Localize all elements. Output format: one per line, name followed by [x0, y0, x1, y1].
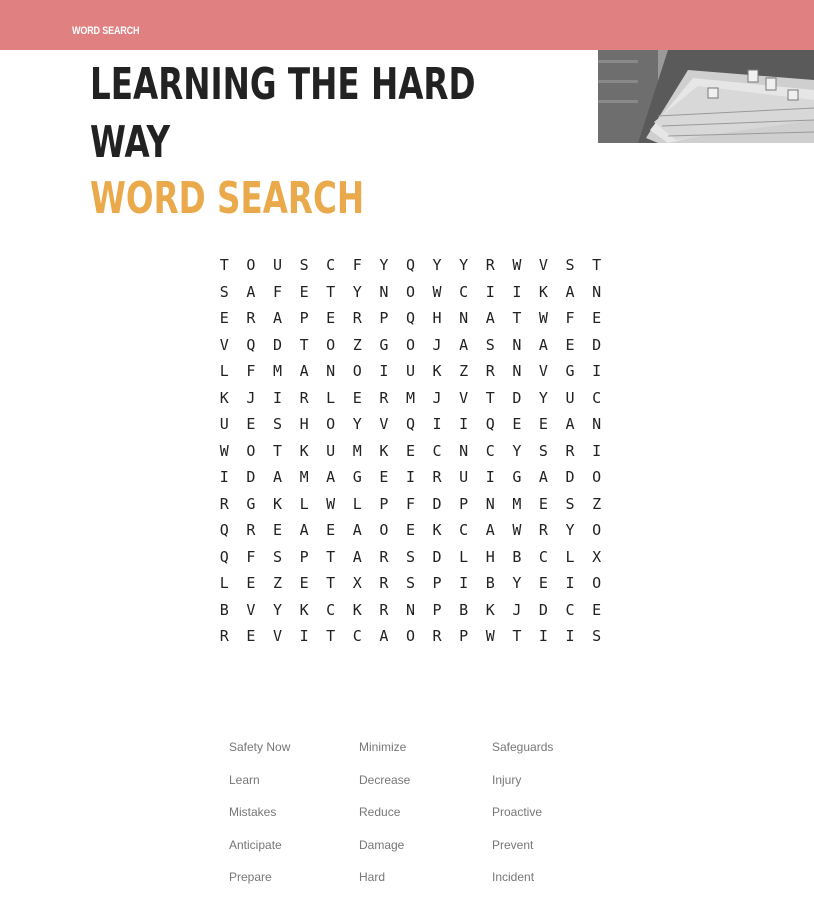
grid-letter[interactable]: Z	[272, 574, 282, 593]
grid-letter[interactable]: Y	[432, 256, 442, 275]
grid-letter[interactable]: L	[299, 494, 309, 513]
grid-letter[interactable]: I	[272, 388, 282, 407]
grid-letter[interactable]: D	[272, 335, 282, 354]
grid-letter[interactable]: X	[352, 574, 362, 593]
grid-letter[interactable]: Z	[592, 494, 602, 513]
grid-letter[interactable]: W	[512, 256, 522, 275]
grid-letter[interactable]: G	[246, 494, 256, 513]
grid-letter[interactable]: C	[326, 600, 336, 619]
grid-letter[interactable]: I	[538, 627, 548, 646]
grid-letter[interactable]: K	[299, 441, 309, 460]
grid-letter[interactable]: O	[326, 335, 336, 354]
grid-letter[interactable]: D	[592, 335, 602, 354]
grid-letter[interactable]: C	[326, 256, 336, 275]
grid-letter[interactable]: S	[272, 415, 282, 434]
grid-letter[interactable]: R	[246, 309, 256, 328]
grid-letter[interactable]: U	[272, 256, 282, 275]
grid-letter[interactable]: W	[432, 282, 442, 301]
grid-letter[interactable]: E	[246, 415, 256, 434]
grid-letter[interactable]: N	[459, 441, 469, 460]
grid-letter[interactable]: W	[512, 521, 522, 540]
grid-letter[interactable]: U	[219, 415, 229, 434]
grid-letter[interactable]: P	[379, 494, 389, 513]
grid-letter[interactable]: K	[538, 282, 548, 301]
grid-letter[interactable]: A	[379, 627, 389, 646]
grid-letter[interactable]: N	[379, 282, 389, 301]
grid-letter[interactable]: T	[326, 627, 336, 646]
grid-letter[interactable]: I	[485, 282, 495, 301]
grid-letter[interactable]: W	[219, 441, 229, 460]
grid-letter[interactable]: N	[512, 335, 522, 354]
grid-letter[interactable]: B	[485, 574, 495, 593]
grid-letter[interactable]: A	[326, 468, 336, 487]
grid-letter[interactable]: Q	[246, 335, 256, 354]
grid-letter[interactable]: W	[326, 494, 336, 513]
word-list-item: Hard	[359, 870, 386, 884]
grid-letter[interactable]: I	[459, 574, 469, 593]
grid-letter[interactable]: K	[379, 441, 389, 460]
grid-letter[interactable]: V	[538, 256, 548, 275]
grid-letter[interactable]: A	[299, 521, 309, 540]
grid-letter[interactable]: C	[538, 547, 548, 566]
grid-letter[interactable]: P	[459, 627, 469, 646]
grid-letter[interactable]: F	[405, 494, 415, 513]
grid-letter[interactable]: I	[592, 441, 602, 460]
header-label: WORD SEARCH	[72, 25, 140, 37]
grid-letter[interactable]: H	[485, 547, 495, 566]
grid-letter[interactable]: Q	[405, 415, 415, 434]
grid-letter[interactable]: P	[432, 600, 442, 619]
grid-letter[interactable]: T	[219, 256, 229, 275]
grid-letter[interactable]: J	[432, 388, 442, 407]
word-list-item: Incident	[492, 870, 535, 884]
grid-letter[interactable]: V	[246, 600, 256, 619]
grid-letter[interactable]: J	[432, 335, 442, 354]
grid-letter[interactable]: P	[379, 309, 389, 328]
grid-letter[interactable]: F	[352, 256, 362, 275]
grid-letter[interactable]: Y	[352, 282, 362, 301]
grid-letter[interactable]: R	[379, 388, 389, 407]
grid-letter[interactable]: I	[592, 362, 602, 381]
word-list-item: Injury	[492, 772, 522, 787]
grid-letter[interactable]: M	[272, 362, 282, 381]
grid-letter[interactable]: O	[592, 574, 602, 593]
grid-letter[interactable]: R	[565, 441, 575, 460]
grid-letter[interactable]: S	[538, 441, 548, 460]
grid-letter[interactable]: A	[299, 362, 309, 381]
grid-letter[interactable]: R	[219, 494, 229, 513]
grid-letter[interactable]: N	[326, 362, 336, 381]
grid-letter[interactable]: M	[512, 494, 522, 513]
grid-letter[interactable]: O	[405, 627, 415, 646]
word-list-item: Learn	[229, 772, 260, 787]
grid-letter[interactable]: E	[538, 574, 548, 593]
grid-letter[interactable]: A	[246, 282, 256, 301]
word-list-item: Decrease	[359, 772, 411, 787]
grid-letter[interactable]: V	[272, 627, 282, 646]
grid-letter[interactable]: T	[299, 335, 309, 354]
grid-letter[interactable]: W	[485, 627, 495, 646]
grid-letter[interactable]: V	[538, 362, 548, 381]
grid-letter[interactable]: I	[219, 468, 229, 487]
grid-letter[interactable]: E	[565, 335, 575, 354]
grid-letter[interactable]: O	[592, 521, 602, 540]
grid-letter[interactable]: I	[565, 574, 575, 593]
grid-letter[interactable]: A	[565, 282, 575, 301]
grid-letter[interactable]: M	[299, 468, 309, 487]
word-list-item: Prevent	[492, 837, 534, 852]
grid-letter[interactable]: T	[512, 627, 522, 646]
grid-letter[interactable]: Y	[512, 441, 522, 460]
grid-letter[interactable]: C	[592, 388, 602, 407]
grid-letter[interactable]: N	[485, 494, 495, 513]
grid-letter[interactable]: S	[485, 335, 495, 354]
word-list	[229, 740, 612, 903]
grid-letter[interactable]: E	[405, 521, 415, 540]
grid-letter[interactable]: I	[299, 627, 309, 646]
grid-letter[interactable]: M	[405, 388, 415, 407]
grid-letter[interactable]: M	[352, 441, 362, 460]
grid-letter[interactable]: K	[485, 600, 495, 619]
grid-letter[interactable]: T	[272, 441, 282, 460]
grid-letter[interactable]: R	[485, 256, 495, 275]
grid-letter[interactable]: R	[379, 574, 389, 593]
grid-letter[interactable]: K	[432, 362, 442, 381]
grid-letter[interactable]: O	[405, 282, 415, 301]
grid-letter[interactable]: G	[379, 335, 389, 354]
grid-letter[interactable]: A	[459, 335, 469, 354]
grid-letter[interactable]: B	[512, 547, 522, 566]
grid-letter[interactable]: Y	[565, 521, 575, 540]
grid-letter[interactable]: R	[432, 468, 442, 487]
grid-letter[interactable]: O	[352, 362, 362, 381]
grid-letter[interactable]: S	[565, 256, 575, 275]
grid-letter[interactable]: R	[219, 627, 229, 646]
grid-letter[interactable]: R	[485, 362, 495, 381]
grid-letter[interactable]: N	[459, 309, 469, 328]
grid-letter[interactable]: I	[432, 415, 442, 434]
word-list-item: Mistakes	[229, 805, 277, 819]
grid-letter[interactable]: V	[459, 388, 469, 407]
grid-letter[interactable]: F	[565, 309, 575, 328]
grid-letter[interactable]: A	[485, 309, 495, 328]
grid-letter[interactable]: E	[352, 388, 362, 407]
grid-letter[interactable]: Q	[485, 415, 495, 434]
word-list-item: Prepare	[229, 870, 272, 884]
grid-letter[interactable]: L	[352, 494, 362, 513]
header-bar	[0, 0, 814, 50]
grid-letter[interactable]: Y	[459, 256, 469, 275]
grid-letter[interactable]: A	[565, 415, 575, 434]
grid-letter[interactable]: R	[379, 547, 389, 566]
grid-letter[interactable]: S	[299, 256, 309, 275]
grid-letter[interactable]: A	[538, 468, 548, 487]
grid-letter[interactable]: N	[512, 362, 522, 381]
grid-letter[interactable]: Y	[352, 415, 362, 434]
grid-letter[interactable]: B	[459, 600, 469, 619]
grid-letter[interactable]: E	[326, 309, 336, 328]
grid-letter[interactable]: F	[272, 282, 282, 301]
grid-letter[interactable]: Q	[405, 256, 415, 275]
grid-letter[interactable]: P	[459, 494, 469, 513]
grid-letter[interactable]: P	[432, 574, 442, 593]
grid-letter[interactable]: Y	[538, 388, 548, 407]
grid-letter[interactable]: E	[326, 521, 336, 540]
grid-letter[interactable]: K	[219, 388, 229, 407]
grid-letter[interactable]: N	[592, 415, 602, 434]
grid-letter[interactable]: E	[538, 494, 548, 513]
grid-letter[interactable]: C	[459, 282, 469, 301]
grid-letter[interactable]: K	[299, 600, 309, 619]
word-list-item: Safeguards	[492, 740, 554, 754]
grid-letter[interactable]: I	[379, 362, 389, 381]
grid-letter[interactable]: O	[246, 441, 256, 460]
grid-letter[interactable]: E	[592, 309, 602, 328]
grid-letter[interactable]: E	[219, 309, 229, 328]
grid-letter[interactable]: E	[592, 600, 602, 619]
grid-letter[interactable]: D	[246, 468, 256, 487]
word-list-item: Safety Now	[229, 740, 291, 754]
word-list-item: Damage	[359, 837, 405, 852]
grid-letter[interactable]: V	[219, 335, 229, 354]
grid-letter[interactable]: L	[219, 574, 229, 593]
grid-letter[interactable]: E	[246, 574, 256, 593]
grid-letter[interactable]: O	[246, 256, 256, 275]
grid-letter[interactable]: N	[405, 600, 415, 619]
grid-letter[interactable]: S	[405, 547, 415, 566]
grid-letter[interactable]: O	[405, 335, 415, 354]
grid-letter[interactable]: O	[326, 415, 336, 434]
grid-letter[interactable]: H	[432, 309, 442, 328]
grid-letter[interactable]: Z	[352, 335, 362, 354]
grid-letter[interactable]: S	[592, 627, 602, 646]
grid-letter[interactable]: J	[246, 388, 256, 407]
grid-letter[interactable]: D	[432, 547, 442, 566]
grid-letter[interactable]: C	[459, 521, 469, 540]
grid-letter[interactable]: D	[538, 600, 548, 619]
grid-letter[interactable]: Q	[405, 309, 415, 328]
grid-letter[interactable]: T	[512, 309, 522, 328]
grid-letter[interactable]: D	[512, 388, 522, 407]
letter-grid	[211, 252, 610, 650]
grid-letter[interactable]: E	[538, 415, 548, 434]
grid-letter[interactable]: E	[272, 521, 282, 540]
grid-letter[interactable]: I	[405, 468, 415, 487]
word-list-item: Reduce	[359, 805, 401, 819]
page-subtitle: WORD SEARCH	[90, 173, 365, 224]
grid-letter[interactable]: R	[538, 521, 548, 540]
grid-letter[interactable]: W	[538, 309, 548, 328]
grid-letter[interactable]: X	[592, 547, 602, 566]
grid-letter[interactable]: T	[326, 574, 336, 593]
word-list-item: Minimize	[359, 740, 407, 754]
grid-letter[interactable]: C	[432, 441, 442, 460]
grid-letter[interactable]: S	[565, 494, 575, 513]
grid-letter[interactable]: E	[512, 415, 522, 434]
grid-letter[interactable]: S	[219, 282, 229, 301]
grid-letter[interactable]: A	[485, 521, 495, 540]
page-title	[90, 56, 476, 172]
title-line-2: WAY	[90, 117, 171, 168]
grid-letter[interactable]: E	[299, 282, 309, 301]
grid-letter[interactable]: B	[219, 600, 229, 619]
grid-letter[interactable]: Q	[219, 547, 229, 566]
grid-letter[interactable]: D	[432, 494, 442, 513]
grid-letter[interactable]: R	[246, 521, 256, 540]
grid-letter[interactable]: E	[379, 468, 389, 487]
grid-letter[interactable]: K	[432, 521, 442, 540]
grid-letter[interactable]: C	[352, 627, 362, 646]
grid-letter[interactable]: R	[299, 388, 309, 407]
grid-letter[interactable]: T	[485, 388, 495, 407]
grid-letter[interactable]: Z	[459, 362, 469, 381]
grid-letter[interactable]: O	[379, 521, 389, 540]
grid-letter[interactable]: I	[565, 627, 575, 646]
grid-letter[interactable]: C	[565, 600, 575, 619]
grid-letter[interactable]: N	[592, 282, 602, 301]
grid-letter[interactable]: D	[565, 468, 575, 487]
grid-letter[interactable]: R	[432, 627, 442, 646]
word-list-item: Anticipate	[229, 837, 282, 852]
grid-letter[interactable]: I	[512, 282, 522, 301]
grid-letter[interactable]: O	[592, 468, 602, 487]
title-line-1: LEARNING THE HARD	[90, 59, 476, 110]
file-drawer-photo	[598, 50, 814, 143]
grid-letter[interactable]: I	[459, 415, 469, 434]
grid-letter[interactable]: G	[565, 362, 575, 381]
grid-letter[interactable]: A	[352, 547, 362, 566]
grid-letter[interactable]: U	[405, 362, 415, 381]
grid-letter[interactable]: J	[512, 600, 522, 619]
grid-letter[interactable]: F	[246, 547, 256, 566]
grid-letter[interactable]: T	[592, 256, 602, 275]
grid-letter[interactable]: U	[326, 441, 336, 460]
grid-letter[interactable]: P	[299, 309, 309, 328]
grid-letter[interactable]: Y	[512, 574, 522, 593]
grid-letter[interactable]: F	[246, 362, 256, 381]
grid-letter[interactable]: R	[379, 600, 389, 619]
grid-letter[interactable]: T	[326, 547, 336, 566]
grid-letter[interactable]: S	[405, 574, 415, 593]
grid-letter[interactable]: R	[352, 309, 362, 328]
grid-letter[interactable]: E	[246, 627, 256, 646]
grid-letter[interactable]: G	[512, 468, 522, 487]
grid-letter[interactable]: T	[326, 282, 336, 301]
grid-letter[interactable]: E	[405, 441, 415, 460]
grid-letter[interactable]: S	[272, 547, 282, 566]
grid-letter[interactable]: V	[379, 415, 389, 434]
grid-letter[interactable]: K	[272, 494, 282, 513]
grid-letter[interactable]: A	[272, 309, 282, 328]
grid-letter[interactable]: Y	[379, 256, 389, 275]
grid-letter[interactable]: I	[485, 468, 495, 487]
grid-letter[interactable]: A	[272, 468, 282, 487]
grid-letter[interactable]: Y	[272, 600, 282, 619]
grid-letter[interactable]: U	[565, 388, 575, 407]
grid-letter[interactable]: L	[565, 547, 575, 566]
grid-letter[interactable]: P	[299, 547, 309, 566]
grid-letter[interactable]: A	[538, 335, 548, 354]
grid-letter[interactable]: U	[459, 468, 469, 487]
grid-letter[interactable]: G	[352, 468, 362, 487]
grid-letter[interactable]: A	[352, 521, 362, 540]
grid-letter[interactable]: H	[299, 415, 309, 434]
grid-letter[interactable]: L	[459, 547, 469, 566]
grid-letter[interactable]: E	[299, 574, 309, 593]
grid-letter[interactable]: K	[352, 600, 362, 619]
grid-letter[interactable]: Q	[219, 521, 229, 540]
grid-letter[interactable]: L	[219, 362, 229, 381]
grid-letter[interactable]: C	[485, 441, 495, 460]
word-list-item: Proactive	[492, 805, 543, 819]
grid-letter[interactable]: L	[326, 388, 336, 407]
